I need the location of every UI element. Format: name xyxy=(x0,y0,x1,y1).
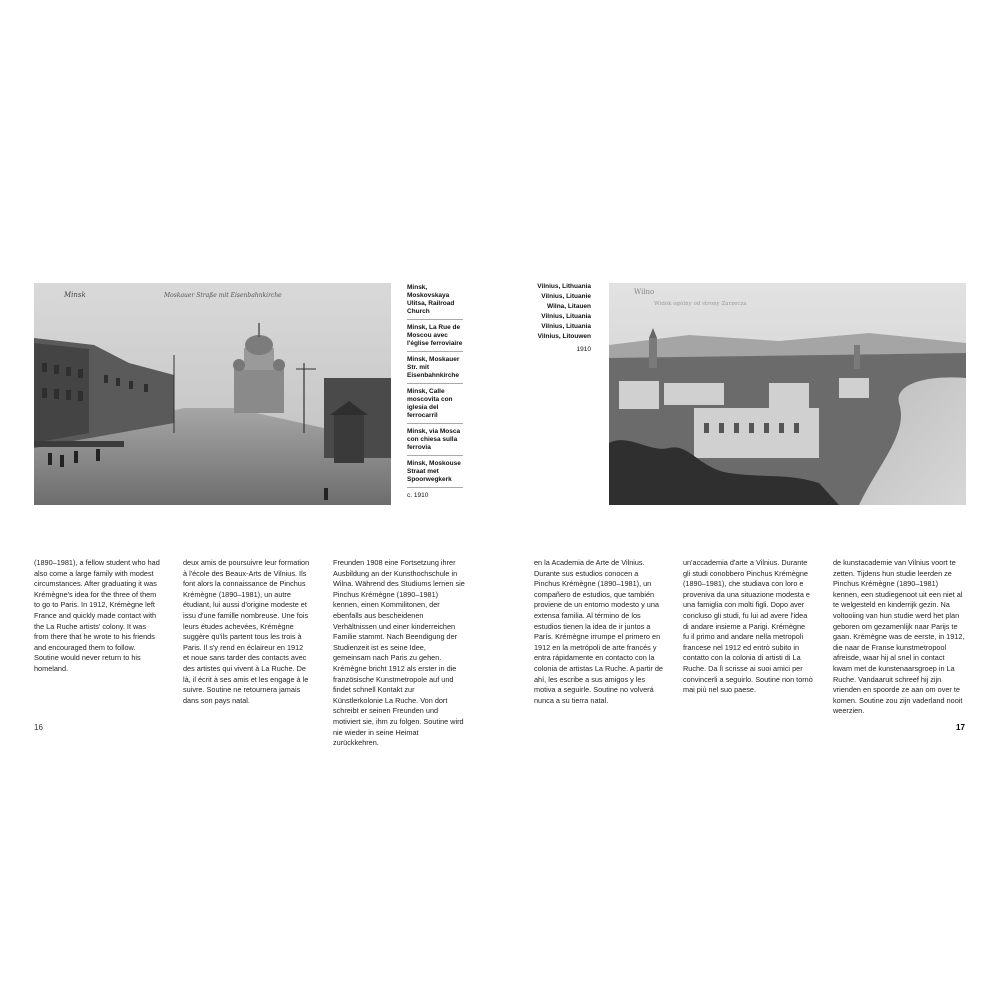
right-page xyxy=(500,0,1000,1000)
caption-item: Minsk, Moskovskaya Ulitsa, Railroad Church xyxy=(407,284,463,320)
text-column-french: deux amis de poursuivre leur formation à l'école des Beaux-Arts de Vilnius. Ils font alors la connaissance de Pinchus Krémègne (1890–1981), un autre étudiant, lui aussi d'origine modeste et issu d'une famille nombreuse. Une fois leurs études achevées, Krémègne suggère qu'ils partent tous les trois à Paris. Il s'y rend en éclaireur en 1912 et noue sans tarder des contacts avec des artistes qui vivent à La Ruche. De là, il écrit à ses amis et les engage à le suivre. Soutine ne retournera jamais dans son pays natal. xyxy=(183,558,310,705)
caption-date: c. 1910 xyxy=(407,492,429,499)
caption-item: Vilnius, Lituanie xyxy=(541,293,591,300)
text-column-italian: un'accademia d'arte a Vilnius. Durante gli studi conobbero Pinchus Krémègne (1890–1981), che studiava con loro e proveniva da una situazione modesta e una famiglia con molti figli. Dopo aver concluso gli studi, fu lui ad avere l'idea di andare insieme a Parigi. Krémègne fu il primo and andare nella metropoli francese nel 1912 ed entrò subito in contatto con la colonia di artisti di La Ruche. Da lì scrisse ai suoi amici per convincerli a seguirlo. Soutine non tornò mai più nel suo paese. xyxy=(683,558,813,695)
postcard-subtitle-text: Moskauer Straße mit Eisenbahnkirche xyxy=(164,292,282,299)
caption-item: Minsk, Moskouse Straat met Spoorwegkerk xyxy=(407,460,463,488)
text-column-german: Freunden 1908 eine Fortsetzung ihrer Ausbildung an der Kunsthochschule in Wilna. Während des Studiums lernen sie Pinchus Krémègne (1890–1981) kennen, einen Kommilitonen, der ebenfalls aus bescheidenen Verhältnissen und einer kinderreichen Familie stammt. Nach Beendigung der Studienzeit ist es seine Idee, gemeinsam nach Paris zu gehen. Krémègne bricht 1912 als erster in die französische Kunstmetropole auf und findet schnell Kontakt zur Künstlerkolonie La Ruche. Von dort schreibt er seinen Freunden und motiviert sie, ihm zu folgen. Soutine wird nie wieder in seine Heimat zurückkehren. xyxy=(333,558,465,748)
text-column-dutch: de kunstacademie van Vilnius voort te zetten. Tijdens hun studie leerden ze Pinchus Krémègne (1890–1981) kennen, een studiegenoot uit een niet al te welgesteld en kinderrijk gezin. Na voltooiing van hun studie werd het plan geboren om gezamenlijk naar Parijs te gaan. Krémègne was de eerste, in 1912, die naar de Franse kunstmetropool afreisde, waar hij al snel in contact kwam met de kunstenaarsgroep in La Ruche. Vandaaruit schreef hij zijn vrienden en spoorde ze aan om over te komen. Soutine zou zijn vaderland nooit weerzien. xyxy=(833,558,965,716)
page-number: 16 xyxy=(34,723,43,732)
caption-item: Minsk, Calle moscovita con iglesia del ferrocarril xyxy=(407,388,463,424)
minsk-postcard-photo xyxy=(34,283,391,505)
caption-item: Vilnius, Litouwen xyxy=(537,333,591,340)
photo-caption xyxy=(527,283,591,354)
text-column-spanish: en la Academia de Arte de Vilnius. Durante sus estudios conocen a Pinchus Krémègne (1890–1981), un compañero de estudios, que también proviene de un entorno modesto y una extensa familia. Al término de los estudios tienen la idea de ir juntos a París. Krémègne irrumpe el primero en 1912 en la metrópoli de arte francés y entra rápidamente en contacto con la colonia de artistas La Ruche. A partir de ahí, les escribe a sus amigos y les motiva a seguirle. Soutine no volverá nunca a su tierra natal. xyxy=(534,558,663,705)
text-column-english: (1890–1981), a fellow student who had also come a large family with modest circumstances. After graduating it was Krémègne's idea for the three of them to go to Paris. In 1912, Krémègne left France and quickly made contact with the La Ruche artists' colony. It was from there that he wrote to his friends and encouraged them to follow. Soutine would never return to his homeland. xyxy=(34,558,160,673)
caption-item: Minsk, La Rue de Moscou avec l'église ferroviaire xyxy=(407,324,463,352)
caption-item: Minsk, via Mosca con chiesa sulla ferrovia xyxy=(407,428,463,456)
vilnius-postcard-photo xyxy=(609,283,966,505)
caption-item: Vilnius, Lituania xyxy=(541,313,591,320)
caption-date: 1910 xyxy=(576,346,591,353)
page-number: 17 xyxy=(956,723,965,732)
postcard-place-text: Wilno xyxy=(634,288,655,296)
postcard-place-text: Minsk xyxy=(64,291,86,299)
caption-item: Vilnius, Lithuania xyxy=(537,283,591,290)
photo-caption xyxy=(407,284,463,500)
caption-item: Wilna, Litauen xyxy=(547,303,591,310)
caption-item: Vilnius, Lituania xyxy=(541,323,591,330)
postcard-subtitle-text: Widok ogólny od strony Zarzecza xyxy=(654,301,747,307)
caption-item: Minsk, Moskauer Str. mit Eisenbahnkirche xyxy=(407,356,463,384)
